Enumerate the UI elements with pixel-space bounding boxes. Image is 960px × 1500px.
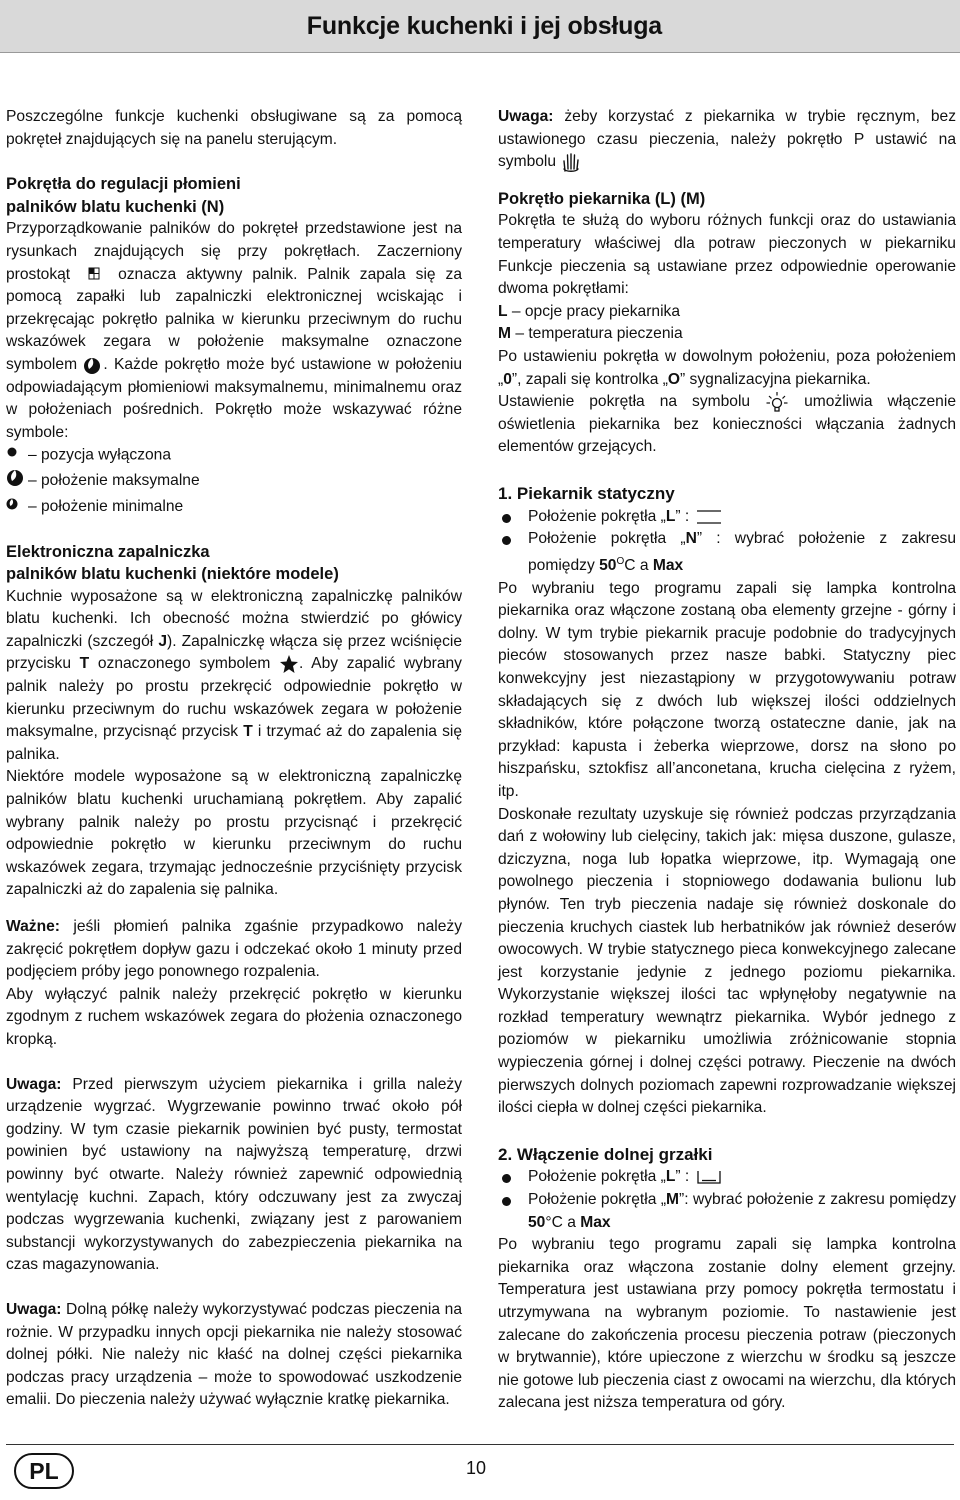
max-flame-icon <box>83 355 103 375</box>
lower-shelf-note: Uwaga: Dolną półkę należy wykorzystywać podczas pieczenia na rożnie. W przypadku innych opcji piekarnika nie należy stosować dolnej półki. Nie należy nic kłaść na dolnej części piekarnika podczas pracy urządzenia – może to spowodować uszkodzenie emalii. Do pieczenia należy używać wyłącznie kratkę piekarnika. <box>6 1300 462 1409</box>
symbol-off-row: – pozycja wyłączona <box>6 444 462 467</box>
switch-off-paragraph: Aby wyłączyć palnik należy przekręcić pokrętło w kierunku zgodnym z ruchem wskazówek zegara do płożenia oznaczonego kropką. <box>6 985 462 1048</box>
bottom-bullet-2: Położenie pokrętła „M”: wybrać położenie z zakresu pomiędzy 50°C a Max <box>498 1189 956 1234</box>
burner-grid-icon <box>80 267 108 281</box>
symbol-list <box>6 444 462 518</box>
burner-knobs-paragraph: Przyporządkowanie palników do pokręteł przedstawione jest na rysunkach znajdujących się przy pokrętłach. Zaczerniony prostokąt oznacza aktywny palnik. Palnik zapala się za pomocą zapałki lub zapalniczki elektronicznej wciskając i przekręcając pokrętło palnika w kierunku przeciwnym do ruchu wskazówek zegara w położenie maksymalne oznaczone symbolem . Każde pokrętło może być ustawione w położeniu odpowiadającym płomieniowi maksymalnemu, minimalnemu oraz w położeniach pośrednich. Pokrętło może wskazywać różne symbole: <box>6 220 463 441</box>
knob-L-row: L – opcje pracy piekarnika <box>498 302 681 320</box>
bottom-heater-heading: 2. Włączenie dolnej grzałki <box>498 1144 713 1164</box>
large-flame-icon <box>6 467 26 487</box>
bottom-heater-paragraph: Po wybraniu tego programu zapali się lampka kontrolna piekarnika oraz włączona zostanie dolny element grzejny. Temperatura jest ustawiana przy pomocy pokrętła termostatu i utrzymywana na wybranym poziomie. To nastawienie jest zalecane do zakończenia procesu pieczenia potraw (pieczonych w brytwannie), które upieczone z wierzchu w środku są jeszcze nie gotowe lub pieczenia ciast z owocami na wierzchu, dla których zalecana jest niższa temperatura od góry. <box>498 1236 956 1412</box>
important-note: Ważne: jeśli płomień palnika zgaśnie przypadkowo należy zakręcić pokrętłem dopływ gazu i odczekać około 1 minuty przed podjęciem próby jego ponownego rozpalenia. <box>6 918 462 981</box>
bottom-bullet-1: Położenie pokrętła „L” : <box>498 1166 956 1189</box>
ignition-paragraph-1: Kuchnie wyposażone są w elektroniczną zapalniczkę palników blatu kuchenki. Ich obecność można stwierdzić po główicy zapalniczki (szczegół J). Zapalniczkę włącza się przez wciśnięcie przycisku T oznaczonego symbolem . Aby zapalić wybrany palnik należy po prostu przekręcić odpowiednie pokrętło w kierunku przeciwnym do ruchu wskazówek zegara w położenie maksymalne, przycisnąć przycisk T i trzymać aż do zapalenia się palnika. <box>6 587 463 763</box>
hand-icon <box>560 152 582 172</box>
footer-divider <box>6 1444 954 1445</box>
first-use-note: Uwaga: Przed pierwszym użyciem piekarnika i grilla należy urządzenie wygrzać. Wygrzewanie powinno trwać około pół godziny. W tym czasie piekarnik powinien być pusty, termostat powinien być ustawiony na najwyższą temperaturę, drzwi powinny być otwarte. Należy również zapewnić odpowiednią wentylację kuchni. Zapach, który odczuwany jest za zwyczaj podczas wygrzewania kuchenki, związany jest z parowaniem substancji wykorzystywanych do zabezpieczenia piekarnika na czas magazynowania. <box>6 1075 462 1274</box>
dot-icon <box>6 445 20 459</box>
static-paragraph-2: Doskonałe rezultaty uzyskuje się również podczas przyrządzania dań z wołowiny lub cielęciny, takich jak: mięsa duszone, gulasze, dziczyzna, noga lub łopatka wieprzowe, itp. Wymagają one powolnego pieczenia i stopniowego dodawania bulionu lub płynów. Ten tryb pieczenia nadaje się również doskonale do pieczenia kruchych ciastek lub herbatników jak również deserów owocowych. W trybie statycznego pieca konwekcyjnego zalecane jest korzystanie jedynie z jednego poziomu piekarnika. Wykorzystanie większej ilości tac wpłynęłoby negatywnie na rozkład temperatury wewnątrz piekarnika. Wybór jednego z poziomów w piekarniku umożliwia zróżnicowanie stopnia wypieczenia górnej i dolnej części potrawy. Pieczenie na dwóch pierwszych dolnych poziomach zapewni rozprowadzanie większej ilości ciepła w dolnej części piekarnika. <box>498 805 956 1117</box>
symbol-max-row: – położenie maksymalne <box>6 467 462 495</box>
bottom-heat-icon <box>694 1168 724 1186</box>
right-column <box>498 106 956 1415</box>
indicator-paragraph: Po ustawieniu pokrętła w dowolnym położeniu, poza położeniem „0”, zapali się kontrolka „O” sygnalizacyjna piekarnika. <box>498 347 956 388</box>
oven-knob-heading: Pokrętło piekarnika (L) (M) <box>498 189 706 208</box>
page-header <box>0 0 960 53</box>
spark-star-icon <box>279 654 299 674</box>
light-paragraph: Ustawienie pokrętła na symbolu umożliwia włączenie oświetlenia piekarnika bez konieczności włączania żadnych elementów grzejących. <box>498 391 956 459</box>
intro-paragraph: Poszczególne funkcje kuchenki obsługiwane są za pomocą pokręteł znajdujących się na panelu sterującym. <box>6 108 462 148</box>
top-bottom-heat-icon <box>694 508 724 526</box>
knob-M-row: M – temperatura pieczenia <box>498 325 683 343</box>
page-number: 10 <box>466 1458 487 1478</box>
burner-knobs-heading: Pokrętła do regulacji płomieni palników blatu kuchenki (N) <box>6 175 241 216</box>
oven-light-icon <box>765 391 789 413</box>
manual-mode-note: Uwaga: żeby korzystać z piekarnika w trybie ręcznym, bez ustawionego czasu pieczenia, należy pokrętło P ustawić na symbolu <box>498 108 956 171</box>
language-badge: PL <box>14 1453 74 1489</box>
page-title: Funkcje kuchenki i jej obsługa <box>306 12 662 40</box>
static-paragraph-1: Po wybraniu tego programu zapali się lampka kontrolna piekarnika oraz włączone zostaną oba elementy grzejne - górny i dolny. W tym trybie piekarnik pracuje podobnie do tradycyjnych pieców stosowanych przez nasze babki. Statyczny piec konwekcyjny jest niezastąpiony w przygotowywaniu potraw składających się z dwóch lub większej ilości oddzielnych składników, które połączone tworzą ostateczne danie, jak na przykład: kapusta i żeberka wieprzowe, dorsz na słono po hiszpańsku, sztokfisz all’anconetana, krucha cielęcina z ryżem, itp. <box>498 579 956 800</box>
symbol-min-row: – położenie minimalne <box>6 495 462 519</box>
static-oven-heading: 1. Piekarnik statyczny <box>498 484 675 504</box>
left-column <box>6 106 462 1412</box>
ignition-heading: Elektroniczna zapalniczka palników blatu kuchenki (niektóre modele) <box>6 542 339 584</box>
static-bullet-2: Położenie pokrętła „N” : wybrać położenie z zakresu pomiędzy $50^OC$ a Max <box>498 528 956 577</box>
small-flame-icon <box>6 495 22 511</box>
static-bullet-1: Położenie pokrętła „L” : <box>498 506 956 529</box>
ignition-paragraph-2: Niektóre modele wyposażone są w elektroniczną zapalniczkę palników blatu kuchenki uruchamianą pokrętłem. Aby zapalić wybrany palnik należy po prostu przycisnąć i przekręcić odpowiednie pokrętło w kierunku przeciwnym do ruchu wskazówek zegara, trzymając jednocześnie przyciśnięty przycisk zapalniczki aż do zapalenia się palnika. <box>6 768 462 899</box>
oven-knob-paragraph: Pokrętła te służą do wyboru różnych funkcji oraz do ustawiania temperatury właściwej dla potraw pieczonych w piekarniku Funkcje pieczenia są ustawiane przez odpowiednie operowanie dwoma pokrętłami: <box>498 212 956 298</box>
